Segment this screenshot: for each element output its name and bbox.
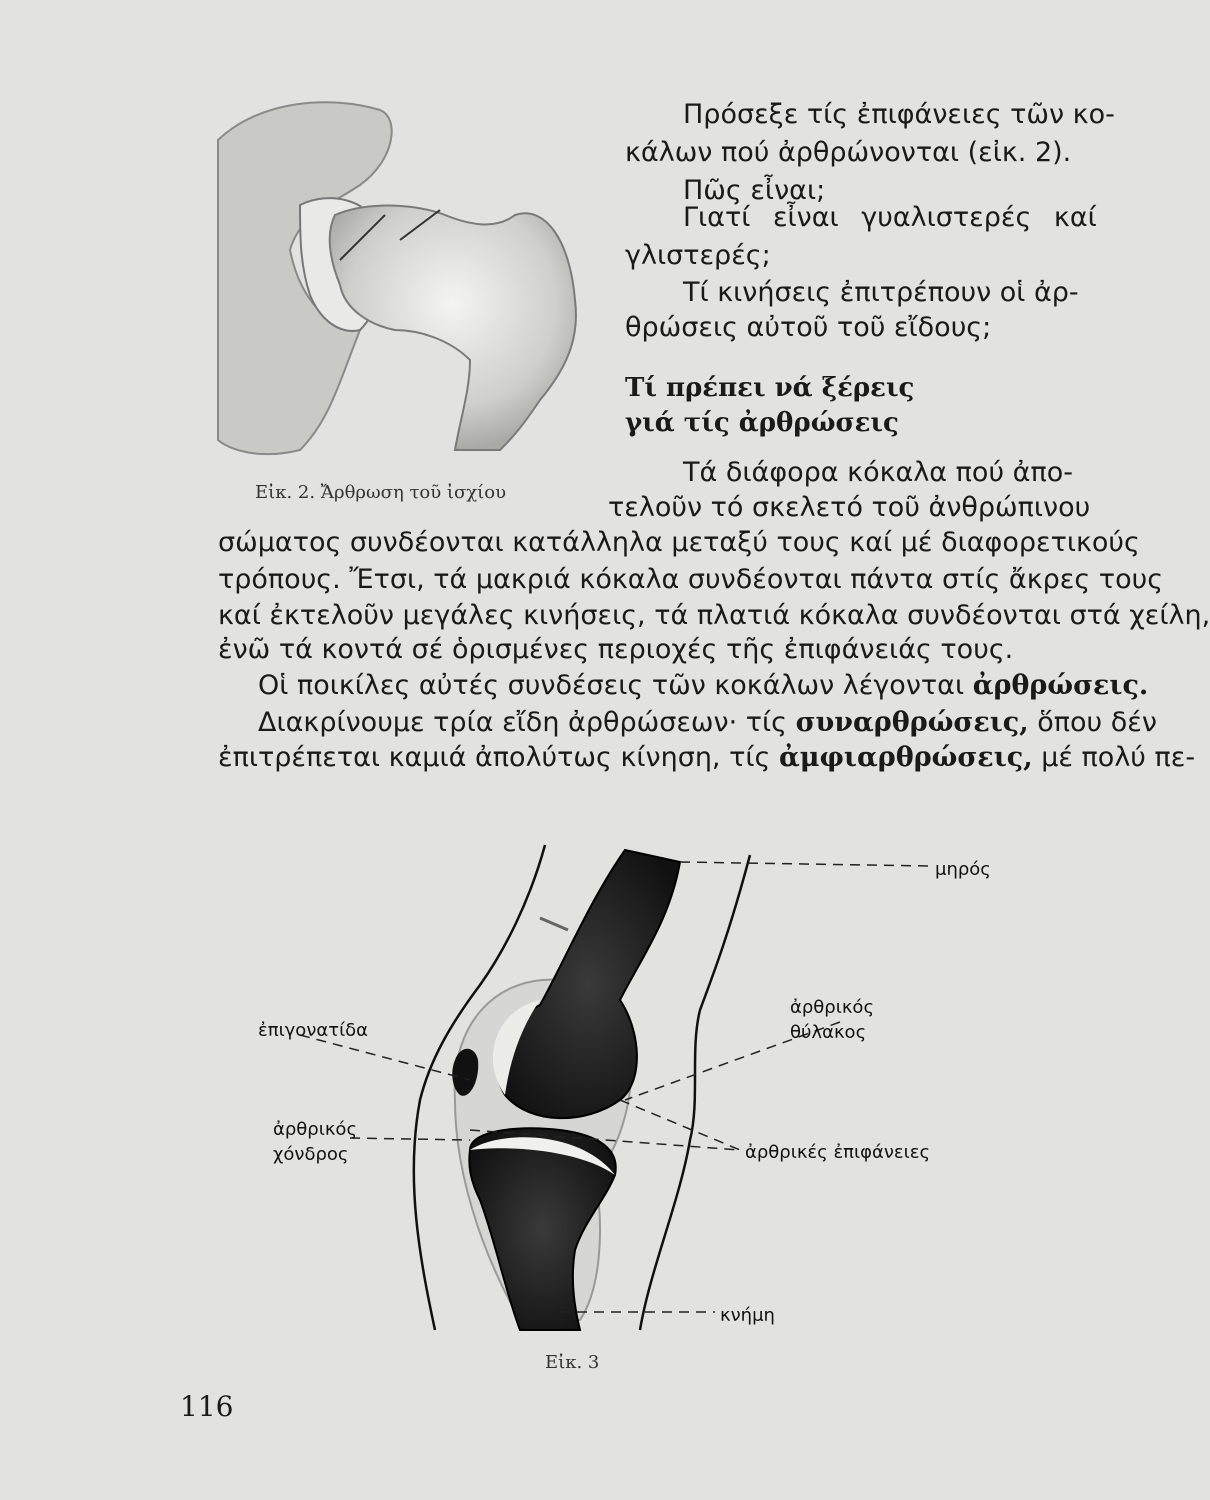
- body-text-line: [218, 740, 1195, 776]
- section-heading: γιά τίς ἀρθρώσεις: [625, 408, 899, 438]
- femur-head: [330, 206, 576, 450]
- text-run: Διακρίνουμε τρία εἴδη ἀρθρώσεων· τίς: [258, 707, 796, 738]
- figure-caption: Εἰκ. 3: [545, 1352, 600, 1373]
- label-cartilage: ἀρθρικός: [273, 1119, 358, 1140]
- question-line: Πῶς εἶναι;: [683, 175, 826, 206]
- label-patella: ἐπιγονατίδα: [258, 1020, 369, 1041]
- label-femur: μηρός: [935, 859, 991, 880]
- question-line: γλιστερές;: [625, 240, 771, 271]
- arrow-mark: [540, 918, 568, 930]
- body-text-line: τελοῦν τό σκελετό τοῦ ἀνθρώπινου: [608, 492, 1091, 523]
- page-number: 116: [180, 1390, 234, 1423]
- key-term: ἀμφιαρθρώσεις,: [778, 742, 1033, 773]
- question-line: Τί κινήσεις ἐπιτρέπουν οἱ ἀρ-: [683, 277, 1079, 308]
- text-run: ὅπου δέν: [1028, 707, 1157, 738]
- text-run: μέ πολύ πε-: [1032, 742, 1196, 773]
- body-text-line: καί ἐκτελοῦν μεγάλες κινήσεις, τά πλατιά κόκαλα συνδέονται στά χείλη,: [218, 600, 1210, 631]
- key-term: ἀρθρώσεις.: [972, 670, 1149, 701]
- text-run: Οἱ ποικίλες αὐτές συνδέσεις τῶν κοκάλων λέγονται: [258, 670, 973, 701]
- body-text-line: σώματος συνδέονται κατάλληλα μεταξύ τους καί μέ διαφορετικούς: [218, 527, 1140, 558]
- body-text-line: τρόπους. Ἔτσι, τά μακριά κόκαλα συνδέονται πάντα στίς ἄκρες τους: [218, 564, 1164, 595]
- body-text-line: [258, 705, 1157, 741]
- question-line: Γιατί εἶναι γυαλιστερές καί: [683, 202, 1097, 233]
- text-run: ἐπιτρέπεται καμιά ἀπολύτως κίνηση, τίς: [218, 742, 779, 773]
- label-cartilage: χόνδρος: [273, 1144, 349, 1165]
- body-text-line: Τά διάφορα κόκαλα πού ἀπο-: [683, 457, 1073, 488]
- question-line: Πρόσεξε τίς ἐπιφάνειες τῶν κο-: [683, 99, 1115, 130]
- body-text-line: [258, 668, 1148, 704]
- section-heading: Τί πρέπει νά ξέρεις: [625, 373, 915, 403]
- question-line: κάλων πού ἀρθρώνονται (εἰκ. 2).: [625, 137, 1072, 168]
- label-capsule: ἀρθρικός: [790, 997, 875, 1018]
- label-articular-surfaces: ἀρθρικές ἐπιφάνειες: [745, 1142, 931, 1163]
- figure-caption: Εἰκ. 2. Ἄρθρωση τοῦ ἰσχίου: [255, 482, 507, 503]
- label-capsule: θύλακος: [790, 1022, 867, 1043]
- label-tibia: κνήμη: [720, 1305, 775, 1326]
- key-term: συναρθρώσεις,: [795, 707, 1029, 738]
- question-line: θρώσεις αὐτοῦ τοῦ εἴδους;: [625, 312, 992, 343]
- body-text-line: ἐνῶ τά κοντά σέ ὁρισμένες περιοχές τῆς ἐπιφάνειάς τους.: [218, 634, 1014, 665]
